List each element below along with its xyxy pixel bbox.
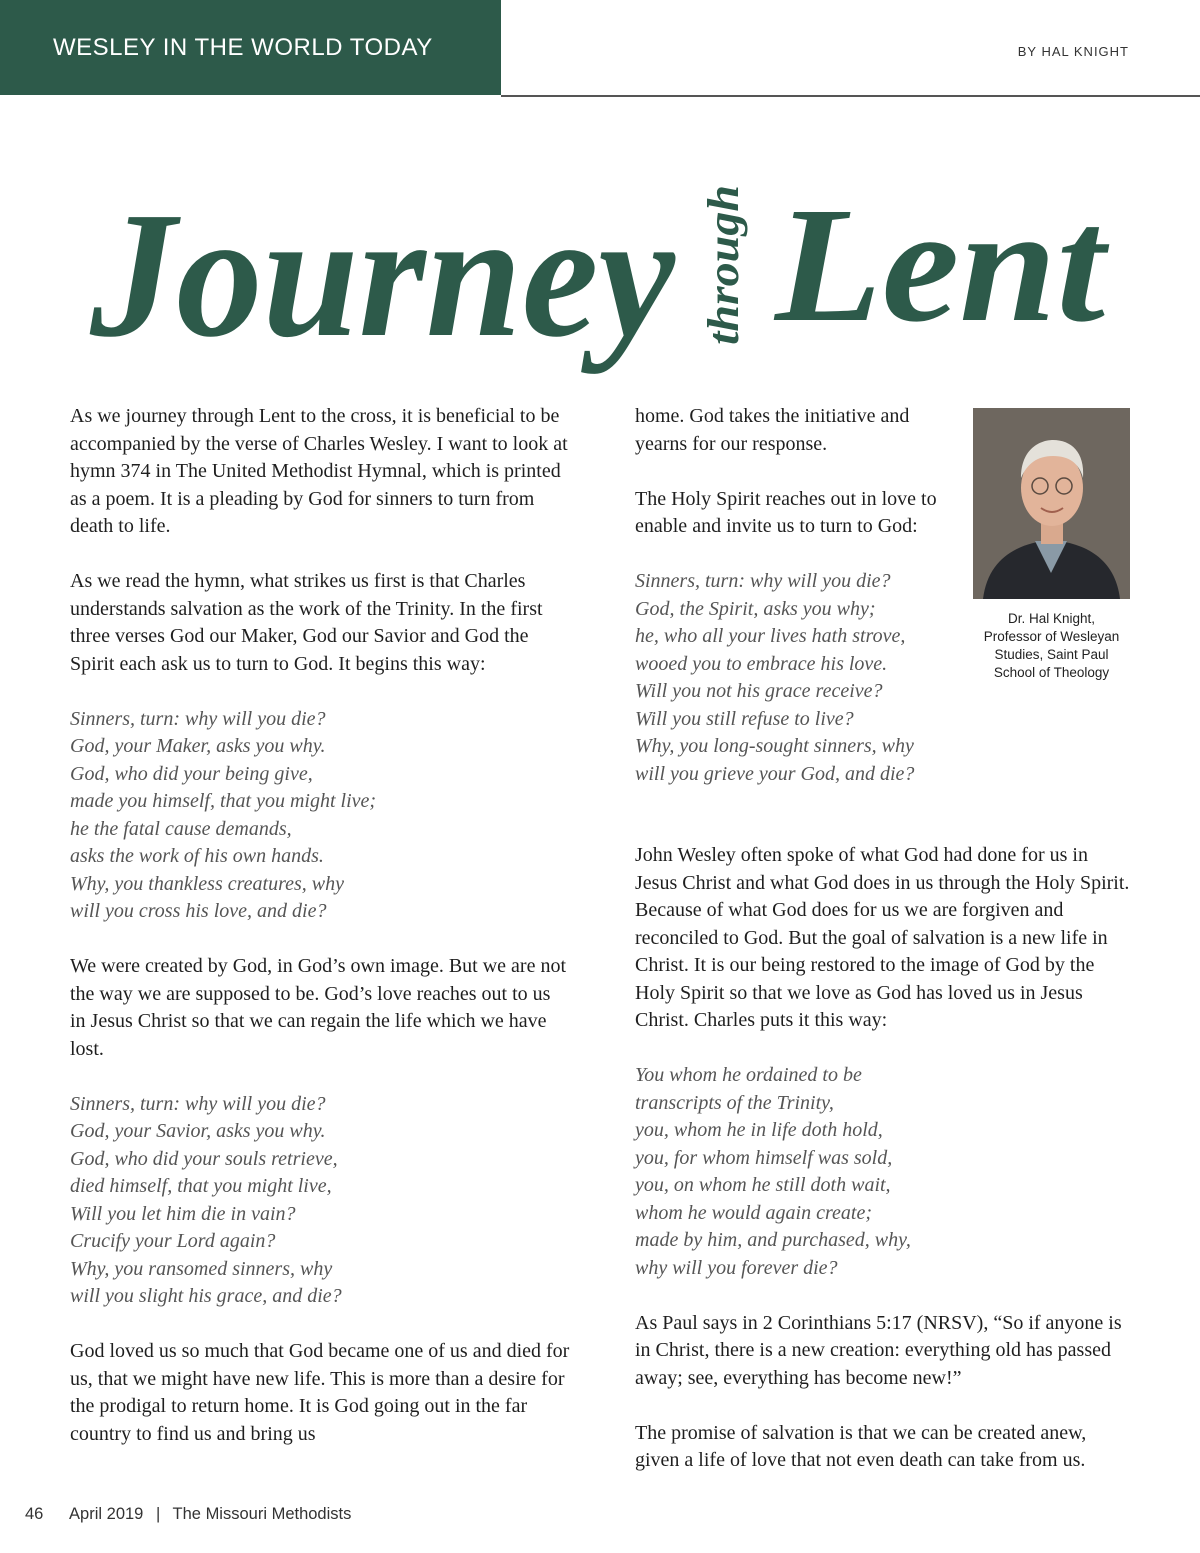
byline: BY HAL KNIGHT xyxy=(1017,44,1129,59)
photo-caption xyxy=(963,610,1140,682)
footer-separator: | xyxy=(155,1505,161,1523)
title-word-through: through xyxy=(699,198,748,345)
verse-line: you, on whom he still doth wait, xyxy=(635,1174,891,1196)
page-footer xyxy=(25,1505,351,1524)
verse-line: will you grieve your God, and die? xyxy=(635,762,915,785)
paragraph: We were created by God, in God’s own image. But we are not the way we are supposed to be. God’s love reaches out to us in Jesus Christ so that we can regain the life which we have lost. xyxy=(70,955,567,1060)
verse-line: Crucify your Lord again? xyxy=(70,1230,276,1252)
section-title: WESLEY IN THE WORLD TODAY xyxy=(53,34,433,61)
paragraph: home. God takes the initiative and yearns for our response. xyxy=(635,405,910,455)
paragraph: John Wesley often spoke of what God had done for us in Jesus Christ and what God does in us through the Holy Spirit. Because of what God does for us we are forgiven and reconciled to God. But the goal of salvation is a new life in Christ. It is our being restored to the image of God by the Holy Spirit so that we love as God has loved us in Jesus Christ. Charles puts it this way: xyxy=(635,844,1130,1031)
verse-line: God, who did your being give, xyxy=(70,762,313,785)
verse-line: Sinners, turn: why will you die? xyxy=(70,707,326,730)
verse-line: Sinners, turn: why will you die? xyxy=(635,570,891,592)
verse-line: Why, you thankless creatures, why xyxy=(70,872,345,895)
author-photo xyxy=(973,408,1130,599)
header-rule xyxy=(501,95,1200,97)
hymn-verse-trinity xyxy=(635,1062,1135,1282)
verse-line: whom he would again create; xyxy=(635,1201,873,1224)
verse-line: God, your Savior, asks you why. xyxy=(70,1120,326,1142)
issue-date: April 2019 xyxy=(69,1505,144,1523)
article-column-right-top xyxy=(635,403,945,816)
title-word-lent: Lent xyxy=(772,173,1110,356)
verse-line: Why, you ransomed sinners, why xyxy=(70,1257,333,1280)
verse-line: God, the Spirit, asks you why; xyxy=(635,597,876,620)
verse-line: made by him, and purchased, why, xyxy=(635,1229,911,1251)
verse-line: you, for whom himself was sold, xyxy=(635,1146,893,1169)
caption-line: Studies, Saint Paul xyxy=(994,647,1109,662)
verse-line: Why, you long-sought sinners, why xyxy=(635,735,914,757)
verse-line: Will you not his grace receive? xyxy=(635,680,883,702)
verse-line: why will you forever die? xyxy=(635,1256,838,1279)
article-title xyxy=(0,110,1200,410)
verse-line: he the fatal cause demands, xyxy=(70,817,292,840)
verse-line: You whom he ordained to be xyxy=(635,1064,862,1086)
verse-line: Will you still refuse to live? xyxy=(635,707,854,730)
paragraph: God loved us so much that God became one of us and died for us, that we might have new life. This is more than a desire for the prodigal to return home. It is God going out in the far country to find us and bring us xyxy=(70,1340,570,1445)
publication-name: The Missouri Methodists xyxy=(172,1505,352,1523)
paragraph: The promise of salvation is that we can be created anew, given a life of love that not even death can take from us. xyxy=(635,1421,1087,1471)
verse-line: God, your Maker, asks you why. xyxy=(70,735,326,757)
verse-line: wooed you to embrace his love. xyxy=(635,652,888,675)
paragraph: As we journey through Lent to the cross, it is beneficial to be accompanied by the verse of Charles Wesley. I want to look at hymn 374 in The United Methodist Hymnal, which is printed as a poem. It is a pleading by God for sinners to turn from death to life. xyxy=(70,405,568,537)
hymn-verse-maker xyxy=(70,706,570,926)
page-number: 46 xyxy=(25,1505,44,1523)
verse-line: Will you let him die in vain? xyxy=(70,1202,296,1225)
verse-line: God, who did your souls retrieve, xyxy=(70,1147,338,1170)
verse-line: will you slight his grace, and die? xyxy=(70,1285,342,1307)
paragraph: As we read the hymn, what strikes us first is that Charles understands salvation as the work of the Trinity. In the first three verses God our Maker, God our Savior and God the Spirit each ask us to turn to God. It begins this way: xyxy=(70,570,543,675)
verse-line: Sinners, turn: why will you die? xyxy=(70,1092,326,1115)
caption-line: Professor of Wesleyan xyxy=(983,629,1120,644)
hymn-verse-savior xyxy=(70,1091,570,1311)
title-word-journey: Journey xyxy=(89,175,677,374)
verse-line: asks the work of his own hands. xyxy=(70,845,324,867)
caption-line: Dr. Hal Knight, xyxy=(1007,611,1096,626)
verse-line: he, who all your lives hath strove, xyxy=(635,625,906,647)
section-header xyxy=(0,0,501,95)
verse-line: will you cross his love, and die? xyxy=(70,900,327,922)
author-portrait-icon xyxy=(973,408,1130,599)
verse-line: died himself, that you might live, xyxy=(70,1175,332,1197)
paragraph: The Holy Spirit reaches out in love to enable and invite us to turn to God: xyxy=(635,487,937,537)
hymn-verse-spirit xyxy=(635,568,945,788)
article-column-left xyxy=(70,403,570,1476)
article-column-right-bottom xyxy=(635,842,1135,1502)
verse-line: made you himself, that you might live; xyxy=(70,790,377,812)
verse-line: transcripts of the Trinity, xyxy=(635,1091,834,1114)
caption-line: School of Theology xyxy=(993,665,1110,680)
verse-line: you, whom he in life doth hold, xyxy=(635,1119,883,1141)
paragraph: As Paul says in 2 Corinthians 5:17 (NRSV), “So if anyone is in Christ, there is a new creation: everything old has passed away; see, everything has become new!” xyxy=(635,1311,1122,1389)
